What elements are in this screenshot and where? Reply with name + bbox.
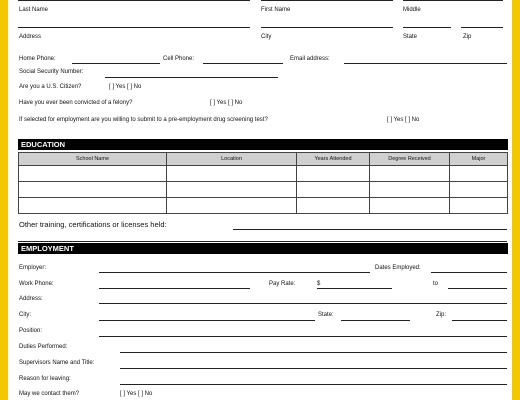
contact-question: May we contact them? (19, 391, 80, 397)
other-training-label: Other training, certifications or licenses held: (19, 220, 167, 229)
years-cell[interactable] (297, 166, 370, 182)
city-label: City (261, 34, 272, 40)
work-phone-line[interactable] (99, 288, 250, 289)
reason-line[interactable] (120, 384, 507, 385)
col-school-name: School Name (19, 153, 167, 166)
felony-question: Have you ever been convicted of a felony? (19, 100, 133, 106)
location-cell[interactable] (167, 182, 297, 198)
cell-phone-line[interactable] (203, 63, 283, 64)
years-cell[interactable] (297, 182, 370, 198)
table-row (19, 198, 508, 214)
employer-address-label: Address: (19, 296, 43, 302)
pay-rate-label: Pay Rate: (269, 281, 296, 287)
education-header: EDUCATION (18, 139, 508, 150)
years-cell[interactable] (297, 198, 370, 214)
home-phone-label: Home Phone: (19, 56, 56, 62)
supervisor-line[interactable] (120, 368, 507, 369)
major-cell[interactable] (450, 166, 508, 182)
employer-line[interactable] (99, 272, 370, 273)
first-name-line[interactable] (261, 0, 393, 1)
table-row (19, 182, 508, 198)
school-cell[interactable] (19, 182, 167, 198)
duties-label: Duties Performed: (19, 344, 68, 350)
employer-zip-label: Zip: (436, 312, 447, 318)
email-line[interactable] (344, 63, 507, 64)
employer-zip-line[interactable] (452, 320, 507, 321)
citizen-question: Are you a U.S. Citizen? (19, 84, 82, 90)
supervisor-label: Supervisors Name and Title: (19, 360, 95, 366)
zip-label: Zip (463, 34, 472, 40)
degree-cell[interactable] (370, 198, 450, 214)
employer-label: Employer: (19, 265, 47, 271)
location-cell[interactable] (167, 198, 297, 214)
duties-line[interactable] (120, 352, 507, 353)
degree-cell[interactable] (370, 182, 450, 198)
major-cell[interactable] (450, 182, 508, 198)
employer-address-line[interactable] (99, 303, 507, 304)
cell-phone-label: Cell Phone: (163, 56, 195, 62)
address-label: Address (19, 34, 42, 40)
col-degree-received: Degree Received (370, 153, 450, 166)
employer-city-label: City: (19, 312, 31, 318)
work-phone-label: Work Phone: (19, 281, 54, 287)
employer-state-line[interactable] (341, 320, 410, 321)
last-name-label: Last Name (19, 7, 49, 13)
citizen-options[interactable]: [ ] Yes [ ] No (109, 84, 142, 90)
position-line[interactable] (99, 336, 507, 337)
dates-employed-line[interactable] (431, 272, 507, 273)
col-major: Major (450, 153, 508, 166)
drug-test-question: If selected for employment are you willing to submit to a pre-employment drug screening test? (19, 117, 268, 123)
education-table (18, 152, 508, 214)
pay-rate-line[interactable] (317, 288, 392, 289)
col-years-attended: Years Attended (297, 153, 370, 166)
middle-line[interactable] (403, 0, 503, 1)
dates-employed-label: Dates Employed: (375, 265, 421, 271)
col-location: Location (167, 153, 297, 166)
employer-city-line[interactable] (99, 320, 315, 321)
location-cell[interactable] (167, 166, 297, 182)
state-label: State (403, 34, 418, 40)
middle-label: Middle (403, 7, 421, 13)
degree-cell[interactable] (370, 166, 450, 182)
employment-header: EMPLOYMENT (18, 243, 508, 254)
major-cell[interactable] (450, 198, 508, 214)
zip-line[interactable] (461, 27, 503, 28)
first-name-label: First Name (261, 7, 291, 13)
contact-options[interactable]: [ ] Yes [ ] No (120, 391, 153, 397)
reason-label: Reason for leaving: (19, 376, 71, 382)
table-row (19, 166, 508, 182)
employer-state-label: State: (318, 312, 334, 318)
to-label: to (433, 281, 439, 287)
city-line[interactable] (261, 27, 393, 28)
home-phone-line[interactable] (72, 63, 160, 64)
last-name-line[interactable] (18, 0, 250, 1)
other-training-line[interactable] (233, 229, 507, 230)
ssn-line[interactable] (105, 77, 278, 78)
position-label: Position: (19, 328, 43, 334)
school-cell[interactable] (19, 166, 167, 182)
school-cell[interactable] (19, 198, 167, 214)
drug-test-options[interactable]: [ ] Yes [ ] No (387, 117, 420, 123)
dollar-sign: $ (317, 281, 321, 287)
state-line[interactable] (403, 27, 451, 28)
ssn-label: Social Security Number: (19, 69, 84, 75)
email-label: Email address: (290, 56, 330, 62)
application-form (8, 0, 512, 400)
address-line[interactable] (18, 27, 250, 28)
felony-options[interactable]: [ ] Yes [ ] No (210, 100, 243, 106)
dates-to-line[interactable] (448, 288, 507, 289)
other-training-line-2[interactable] (18, 241, 507, 242)
